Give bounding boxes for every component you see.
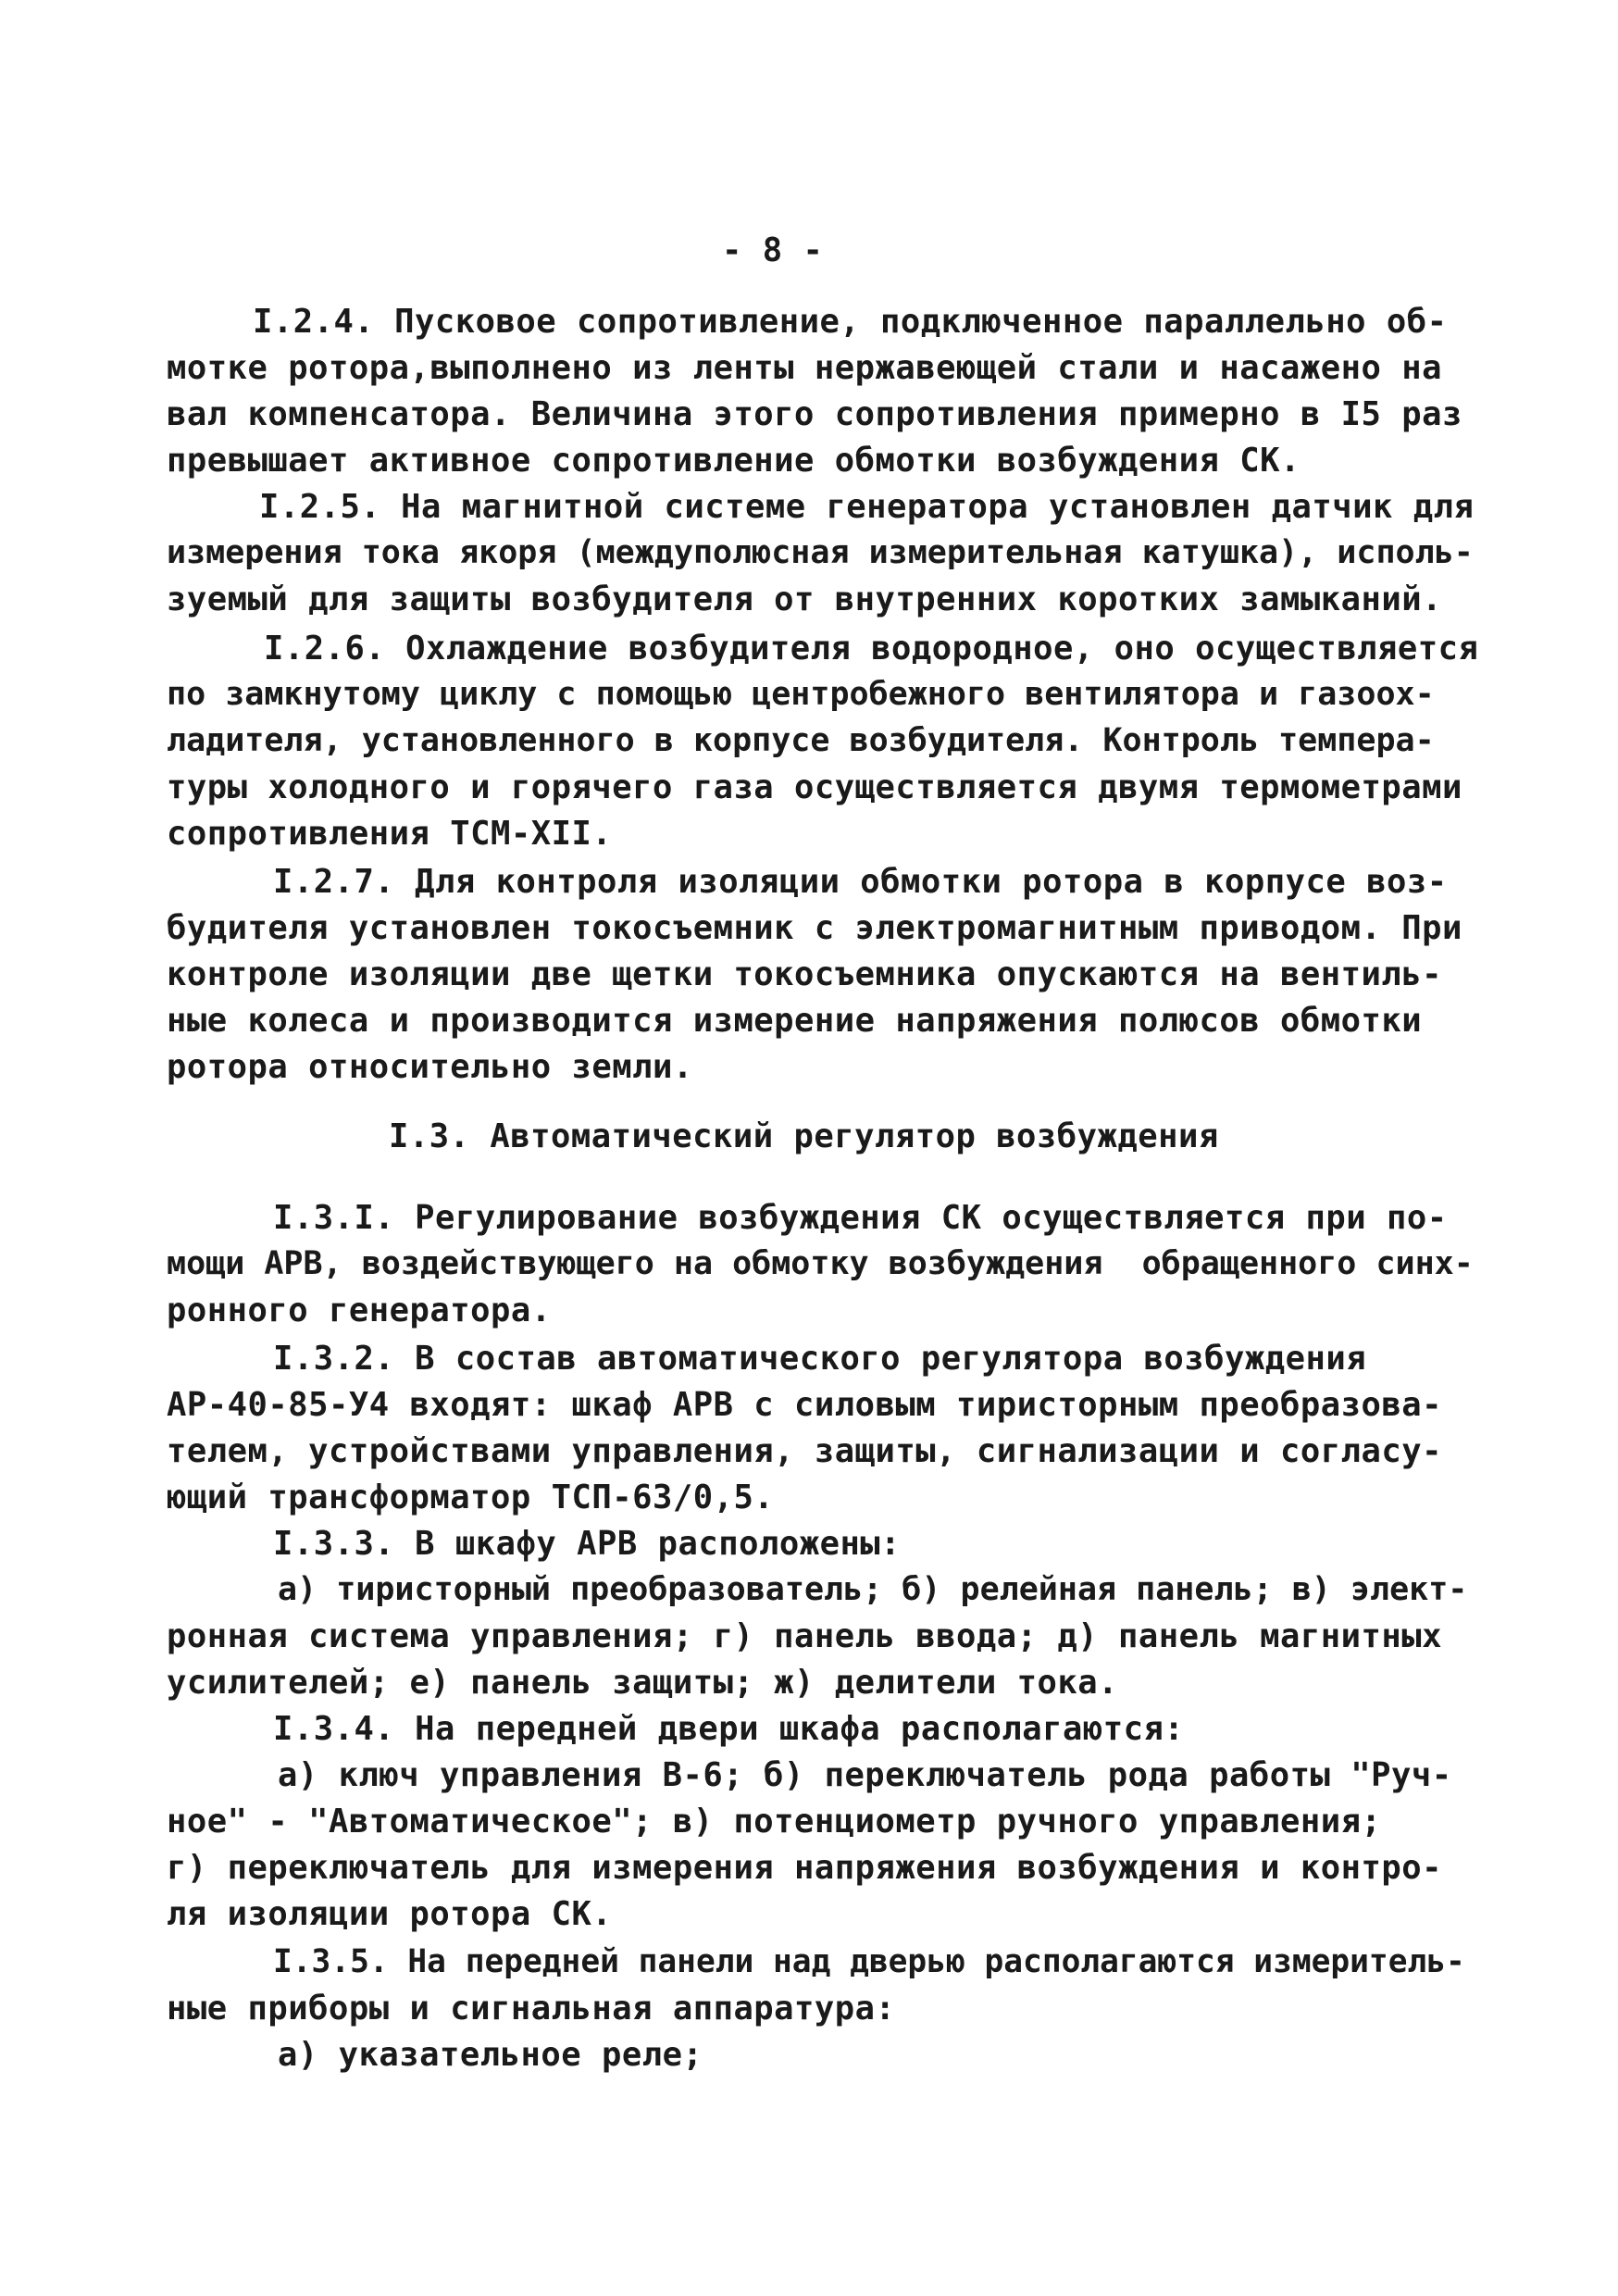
text-line: I.2.4. Пусковое сопротивление, подключенное параллельно об-	[253, 303, 1448, 341]
text-line: ля изоляции ротора СК.	[167, 1895, 613, 1933]
text-line: I.3.2. В состав автоматического регулятора возбуждения	[273, 1340, 1367, 1378]
text-line: г) переключатель для измерения напряжения возбуждения и контро-	[167, 1849, 1442, 1887]
text-line: ротора относительно земли.	[167, 1048, 693, 1086]
text-line: зуемый для защиты возбудителя от внутренних коротких замыканий.	[167, 580, 1442, 618]
text-line: I.2.7. Для контроля изоляции обмотки ротора в корпусе воз-	[273, 863, 1448, 901]
text-line: мотке ротора,выполнено из ленты нержавеющей стали и насажено на	[167, 349, 1442, 387]
text-line: а) ключ управления В-6; б) переключатель рода работы "Руч-	[278, 1756, 1452, 1794]
page-number: - 8 -	[722, 231, 824, 269]
text-line: будителя установлен токосъемник с электромагнитным приводом. При	[167, 909, 1462, 947]
text-line: телем, устройствами управления, защиты, сигнализации и согласу-	[167, 1432, 1442, 1470]
text-line: I.3.I. Регулирование возбуждения СК осуществляется при по-	[273, 1199, 1448, 1237]
text-line: ное" - "Автоматическое"; в) потенциометр ручного управления;	[167, 1803, 1382, 1841]
text-line: вал компенсатора. Величина этого сопротивления примерно в I5 раз	[167, 395, 1462, 433]
text-line: АР-40-85-У4 входят: шкаф АРВ с силовым тиристорным преобразова-	[167, 1386, 1442, 1424]
text-line: усилителей; е) панель защиты; ж) делители тока.	[167, 1664, 1119, 1702]
text-line: превышает активное сопротивление обмотки возбуждения СК.	[167, 442, 1301, 480]
text-line: I.3.5. На передней панели над дверью располагаются измеритель-	[273, 1943, 1465, 1980]
text-line: контроле изоляции две щетки токосъемника опускаются на вентиль-	[167, 955, 1442, 993]
text-line: ронная система управления; г) панель ввода; д) панель магнитных	[167, 1617, 1442, 1655]
text-line: I.3.4. На передней двери шкафа располагаются:	[273, 1710, 1185, 1748]
text-line: I.3.3. В шкафу АРВ расположены:	[273, 1525, 902, 1563]
text-line: ющий трансформатор ТСП-63/0,5.	[167, 1479, 775, 1516]
text-line: ные колеса и производится измерение напряжения полюсов обмотки	[167, 1002, 1423, 1040]
text-line: а) тиристорный преобразователь; б) релейная панель; в) элект-	[278, 1571, 1468, 1608]
text-line: ладителя, установленного в корпусе возбудителя. Контроль темпера-	[167, 722, 1435, 759]
text-line: I.2.6. Охлаждение возбудителя водородное, оно осуществляется	[264, 630, 1479, 668]
text-line: по замкнутому циклу с помощью центробежного вентилятора и газоох-	[167, 676, 1435, 713]
text-line: а) указательное реле;	[278, 2036, 703, 2074]
section-heading: I.3. Автоматический регулятор возбуждения	[389, 1117, 1219, 1155]
text-line: сопротивления ТСМ-XII.	[167, 815, 613, 853]
text-line: измерения тока якоря (междуполюсная измерительная катушка), исполь-	[167, 534, 1474, 571]
text-line: ные приборы и сигнальная аппаратура:	[167, 1990, 896, 2028]
text-line: I.2.5. На магнитной системе генератора установлен датчик для	[259, 488, 1475, 526]
text-line: туры холодного и горячего газа осуществляется двумя термометрами	[167, 768, 1462, 806]
text-line: мощи АРВ, воздействующего на обмотку возбуждения обращенного синх-	[167, 1245, 1474, 1282]
text-line: ронного генератора.	[167, 1292, 552, 1329]
